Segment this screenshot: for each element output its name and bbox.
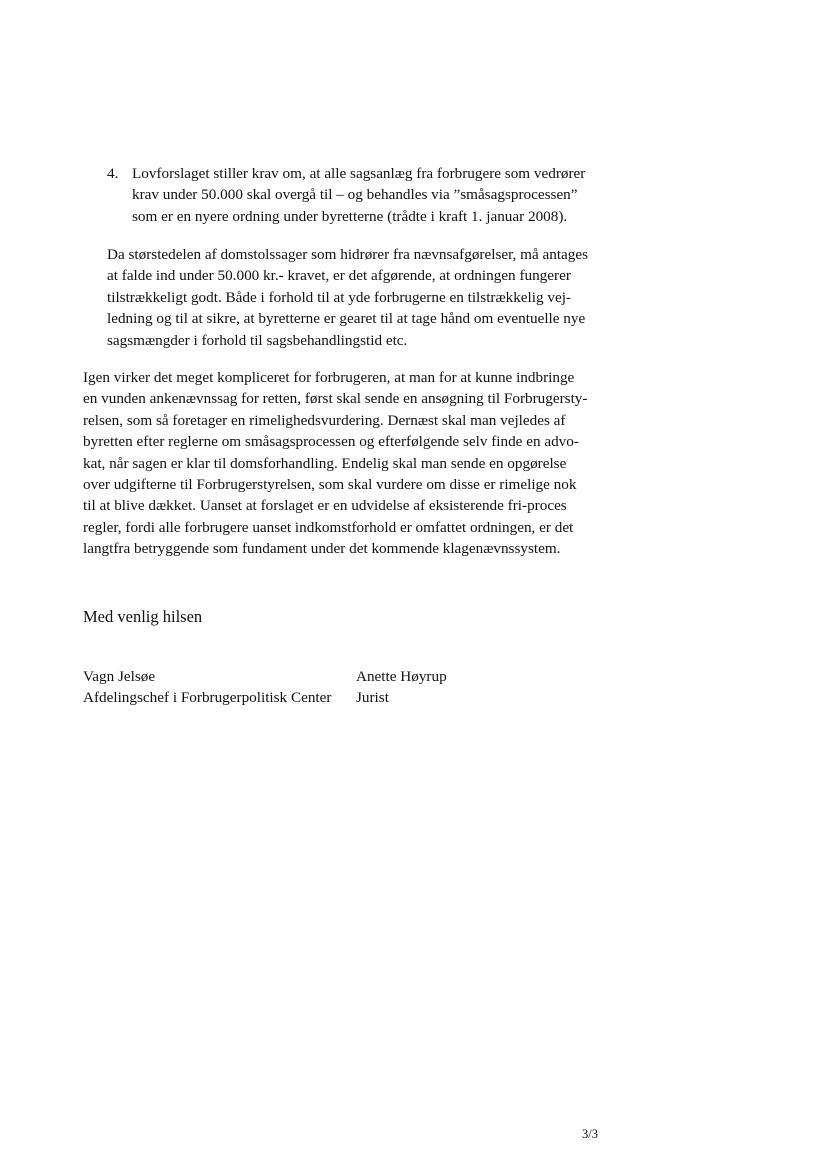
paragraph-line: regler, fordi alle forbrugere uanset indkomstforhold er omfattet ordningen, er det: [83, 518, 574, 536]
signatory-title: Afdelingschef i Forbrugerpolitisk Center: [83, 689, 332, 707]
page-number: 3/3: [582, 1127, 598, 1141]
signatory-name: Anette Høyrup: [356, 668, 447, 685]
list-item-line: krav under 50.000 skal overgå til – og behandles via ”småsagsprocessen”: [132, 186, 578, 204]
paragraph-line: ledning og til at sikre, at byretterne er gearet til at tage hånd om eventuelle nye: [107, 310, 586, 328]
paragraph-line: byretten efter reglerne om småsagsprocessen og efterfølgende selv finde en advo-: [83, 433, 579, 451]
signatory-name: Vagn Jelsøe: [83, 668, 156, 685]
paragraph-line: til at blive dækket. Uanset at forslaget er en udvidelse af eksisterende fri-proces: [83, 497, 567, 515]
paragraph-line: sagsmængder i forhold til sagsbehandlingstid etc.: [107, 331, 408, 349]
paragraph-line: kat, når sagen er klar til domsforhandling. Endelig skal man sende en opgørelse: [83, 454, 567, 472]
signatory-right: [356, 666, 447, 709]
signatory-title: Jurist: [356, 689, 389, 707]
signatory-left: [83, 666, 331, 709]
paragraph-line: over udgifterne til Forbrugerstyrelsen, som skal vurdere om disse er rimelige nok: [83, 475, 577, 493]
paragraph-line: Igen virker det meget kompliceret for forbrugeren, at man for at kunne indbringe: [83, 369, 575, 386]
paragraph-line: at falde ind under 50.000 kr.- kravet, er det afgørende, at ordningen fungerer: [107, 267, 571, 285]
indented-paragraph: [107, 244, 627, 351]
paragraph-line: tilstrækkeligt godt. Både i forhold til at yde forbrugerne en tilstrækkelig vej-: [107, 288, 571, 306]
paragraph-line: Da størstedelen af domstolssager som hidrører fra nævnsafgørelser, må antages: [107, 246, 589, 263]
main-paragraph: [83, 367, 628, 560]
paragraph-line: langtfra betryggende som fundament under det kommende klagenævnssystem.: [83, 540, 561, 558]
list-item-number: 4.: [107, 165, 119, 182]
list-item-line: Lovforslaget stiller krav om, at alle sagsanlæg fra forbrugere som vedrører: [132, 165, 586, 182]
paragraph-line: relsen, som så foretager en rimelighedsvurdering. Dernæst skal man vejledes af: [83, 411, 566, 429]
paragraph-line: en vunden ankenævnssag for retten, først skal sende en ansøgning til Forbrugersty-: [83, 390, 588, 408]
closing-salutation: Med venlig hilsen: [83, 607, 203, 626]
list-item-line: som er en nyere ordning under byretterne (trådte i kraft 1. januar 2008).: [132, 207, 568, 225]
